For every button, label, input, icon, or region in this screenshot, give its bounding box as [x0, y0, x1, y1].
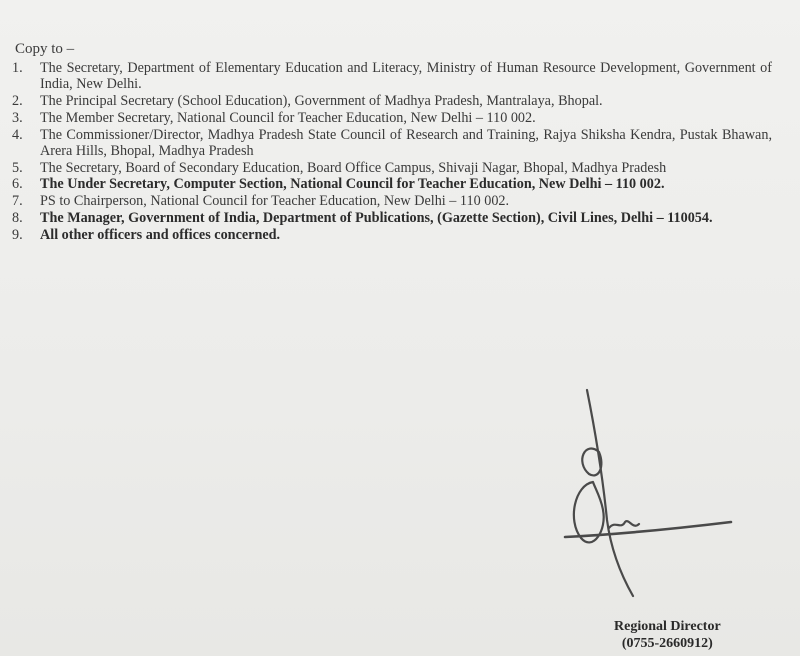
item-text: The Commissioner/Director, Madhya Pradesh State Council of Research and Training, Rajya Shiksha Kendra, Pustak Bhawan, Arera Hills, Bhopal, Madhya Pradesh — [40, 126, 772, 159]
list-item — [12, 60, 772, 92]
list-item — [12, 110, 772, 126]
signatory-phone: (0755-2660912) — [621, 636, 713, 651]
item-text: All other officers and offices concerned. — [40, 226, 281, 243]
item-text: The Under Secretary, Computer Section, National Council for Teacher Education, New Delhi – 110 002. — [40, 176, 665, 193]
signatory-block — [614, 618, 721, 652]
item-number: 1. — [12, 60, 23, 76]
item-number: 6. — [12, 176, 23, 193]
list-item — [12, 93, 772, 109]
list-item — [12, 160, 772, 176]
item-text: The Secretary, Board of Secondary Education, Board Office Campus, Shivaji Nagar, Bhopal, Madhya Pradesh — [40, 159, 667, 176]
handwritten-signature — [555, 370, 735, 610]
item-number: 3. — [12, 109, 23, 126]
item-text: PS to Chairperson, National Council for Teacher Education, New Delhi – 110 002. — [40, 193, 510, 210]
list-item — [12, 176, 772, 192]
signatory-title: Regional Director — [614, 619, 721, 634]
item-text: The Manager, Government of India, Department of Publications, (Gazette Section), Civil Lines, Delhi – 110054. — [40, 209, 713, 226]
item-number: 2. — [12, 93, 23, 109]
item-number: 9. — [12, 226, 23, 243]
item-number: 4. — [12, 126, 23, 143]
item-number: 5. — [12, 159, 23, 176]
list-item — [12, 210, 772, 226]
item-number: 7. — [12, 193, 23, 210]
copy-to-label: Copy to – — [15, 41, 75, 57]
list-item — [12, 127, 772, 159]
recipient-list — [12, 60, 772, 244]
list-item — [12, 193, 772, 209]
item-number: 8. — [12, 209, 23, 226]
item-text: The Secretary, Department of Elementary Education and Literacy, Ministry of Human Resource Development, Government of India, New Delhi. — [40, 60, 772, 93]
list-item — [12, 227, 772, 243]
item-text: The Member Secretary, National Council for Teacher Education, New Delhi – 110 002. — [40, 109, 536, 126]
item-text: The Principal Secretary (School Education), Government of Madhya Pradesh, Mantralaya, Bhopal. — [40, 93, 603, 109]
